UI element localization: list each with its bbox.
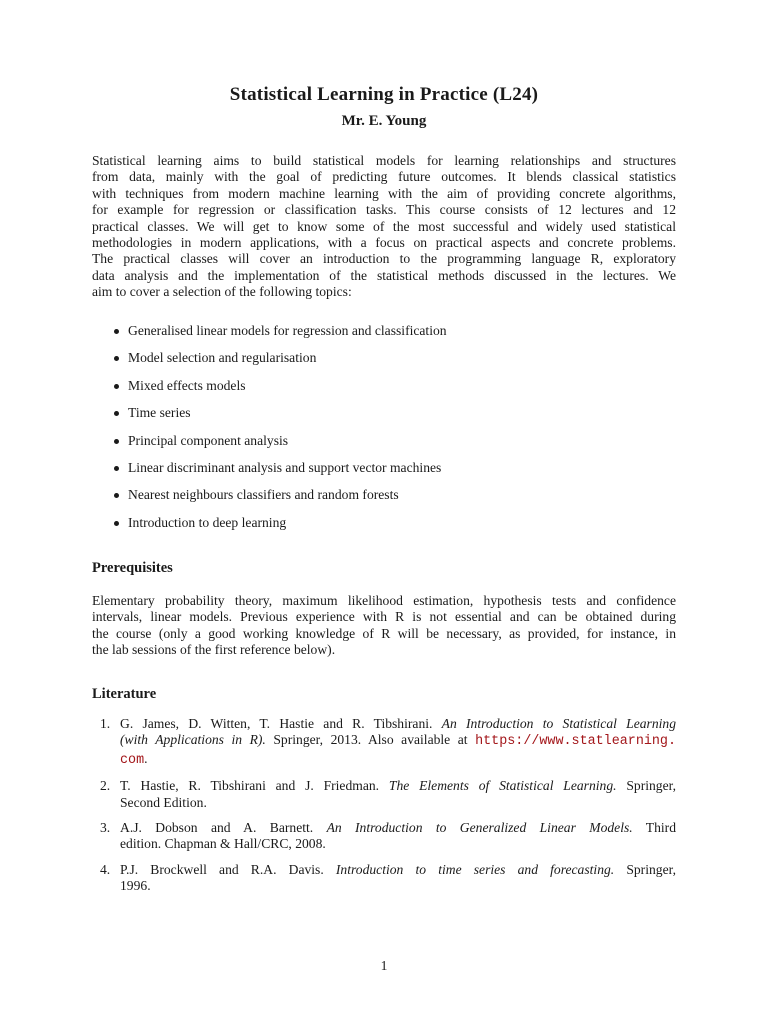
bullet-icon: [114, 329, 119, 334]
reference-authors: A.J. Dobson and A. Barnett.: [120, 820, 314, 836]
reference-title-cont: (with Applications in R).: [120, 732, 266, 748]
bullet-icon: [114, 356, 119, 361]
reference-number: 1.: [100, 716, 111, 731]
reference-number: 3.: [100, 820, 111, 836]
document-title: Statistical Learning in Practice (L24): [229, 84, 539, 105]
topic-label: Generalised linear models for regression and classification: [128, 323, 447, 338]
intro-line: for example for regression or classification tasks. This course consists of 12 lectures and 12: [92, 202, 676, 218]
reference-publisher: Third: [645, 820, 676, 836]
reference-publisher: Springer,: [626, 778, 677, 794]
bullet-icon: [114, 439, 119, 444]
reference-title: The Elements of Statistical Learning.: [388, 778, 617, 794]
reference-url-link-cont[interactable]: com: [120, 752, 145, 768]
intro-line: The practical classes will cover an introduction to the programming language R, exploratory: [92, 251, 676, 267]
intro-line: data analysis and the implementation of the statistical methods discussed in the lectures. We: [92, 267, 676, 283]
reference-item: [92, 820, 676, 853]
topics-list: [112, 323, 672, 542]
intro-line: from data, mainly with the goal of predicting future outcomes. It blends classical statistics: [92, 169, 676, 185]
prerequisites-heading: Prerequisites: [92, 560, 173, 576]
reference-title: An Introduction to Statistical Learning: [441, 716, 677, 731]
reference-title: An Introduction to Generalized Linear Models.: [326, 820, 633, 836]
literature-heading: Literature: [92, 686, 157, 702]
topic-label: Time series: [128, 405, 191, 421]
intro-paragraph: [92, 153, 676, 301]
reference-authors: T. Hastie, R. Tibshirani and J. Friedman.: [120, 778, 380, 794]
topic-item: [112, 378, 672, 405]
references-list: [92, 716, 676, 904]
prerequisites-line: the course (only a good working knowledge of R will be necessary, as provided, for instance, in: [92, 625, 676, 641]
topic-item: [112, 487, 672, 514]
topic-label: Principal component analysis: [128, 432, 289, 448]
document-author: Mr. E. Young: [341, 113, 427, 129]
topic-item: [112, 515, 672, 542]
topic-item: [112, 405, 672, 432]
reference-item: [92, 862, 676, 895]
page-number: 1: [380, 958, 388, 973]
bullet-icon: [114, 521, 119, 526]
topic-label: Model selection and regularisation: [128, 350, 317, 366]
topic-item: [112, 323, 672, 350]
reference-publisher: Springer,: [626, 861, 676, 877]
reference-number: 2.: [100, 778, 111, 794]
prerequisites-line: Elementary probability theory, maximum likelihood estimation, hypothesis tests and confidence: [92, 593, 676, 608]
intro-line: Statistical learning aims to build statistical models for learning relationships and structures: [92, 153, 676, 168]
reference-item: [92, 778, 676, 811]
prerequisites-line: the lab sessions of the first reference below).: [92, 642, 336, 658]
reference-number: 4.: [100, 861, 111, 877]
topic-label: Nearest neighbours classifiers and random forests: [128, 487, 399, 503]
bullet-icon: [114, 493, 119, 498]
reference-publisher: Springer, 2013. Also available at: [273, 732, 468, 748]
topic-item: [112, 350, 672, 377]
reference-publisher-cont: 1996.: [120, 878, 151, 894]
topic-item: [112, 433, 672, 460]
topic-label: Introduction to deep learning: [128, 514, 287, 530]
topic-label: Mixed effects models: [128, 377, 246, 393]
intro-line: aim to cover a selection of the following topics:: [92, 284, 352, 300]
prerequisites-line: intervals, linear models. Previous experience with R is not essential and can be obtained during: [92, 609, 676, 625]
reference-publisher-cont: edition. Chapman & Hall/CRC, 2008.: [120, 836, 326, 852]
bullet-icon: [114, 384, 119, 389]
reference-publisher-cont: Second Edition.: [120, 794, 207, 810]
topic-label: Linear discriminant analysis and support vector machines: [128, 459, 442, 475]
reference-authors: G. James, D. Witten, T. Hastie and R. Tibshirani.: [120, 716, 433, 731]
prerequisites-paragraph: [92, 593, 676, 659]
reference-title: Introduction to time series and forecasting.: [335, 861, 615, 877]
bullet-icon: [114, 466, 119, 471]
intro-line: practical classes. We will get to know some of the most successful and widely used statistical: [92, 218, 676, 234]
intro-line: methodologies in modern applications, with a focus on practical aspects and concrete problems.: [92, 235, 676, 251]
reference-item: [92, 716, 676, 769]
topic-item: [112, 460, 672, 487]
reference-authors: P.J. Brockwell and R.A. Davis.: [120, 861, 324, 877]
intro-line: with techniques from modern machine learning with the aim of providing concrete algorithms,: [92, 185, 676, 201]
bullet-icon: [114, 411, 119, 416]
reference-url-link[interactable]: https://www.statlearning.: [475, 734, 677, 750]
reference-punctuation: .: [144, 750, 148, 766]
